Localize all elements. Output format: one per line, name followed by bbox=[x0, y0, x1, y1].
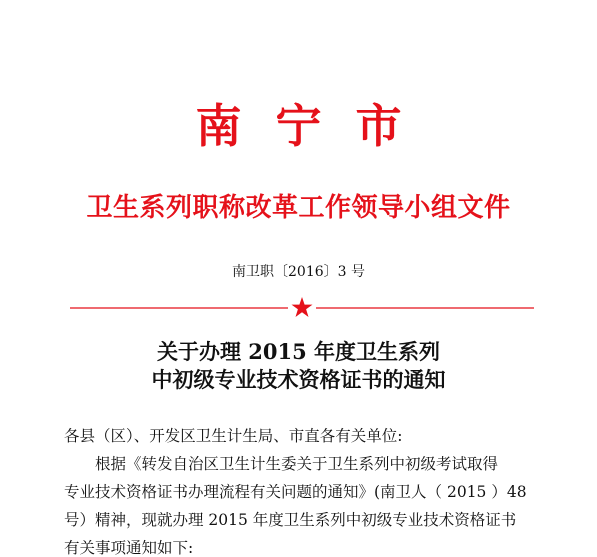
paragraph-line-1: 根据《转发自治区卫生计生委关于卫生系列中初级考试取得 bbox=[95, 455, 499, 473]
document-number: 南卫职〔2016〕3 号 bbox=[232, 264, 365, 280]
city-title: 南宁市 bbox=[195, 99, 436, 153]
notice-title-line-2: 中初级专业技术资格证书的通知 bbox=[151, 367, 446, 392]
notice-title-line-1: 关于办理 2015 年度卫生系列 bbox=[156, 339, 441, 364]
organization-title: 卫生系列职称改革工作领导小组文件 bbox=[86, 193, 511, 223]
paragraph-line-3: 号）精神，现就办理 2015 年度卫生系列中初级专业技术资格证书 bbox=[64, 511, 517, 529]
paragraph-line-4: 有关事项通知如下: bbox=[64, 539, 194, 557]
notice-body bbox=[64, 422, 544, 557]
star-icon bbox=[292, 297, 313, 317]
salutation: 各县（区）、开发区卫生计生局、市直各有关单位: bbox=[64, 427, 403, 445]
divider-graphic bbox=[70, 297, 534, 319]
red-divider bbox=[70, 297, 534, 319]
notice-title bbox=[0, 338, 597, 394]
paragraph-line-2: 专业技术资格证书办理流程有关问题的通知》(南卫人（ 2015 ）48 bbox=[64, 483, 527, 501]
